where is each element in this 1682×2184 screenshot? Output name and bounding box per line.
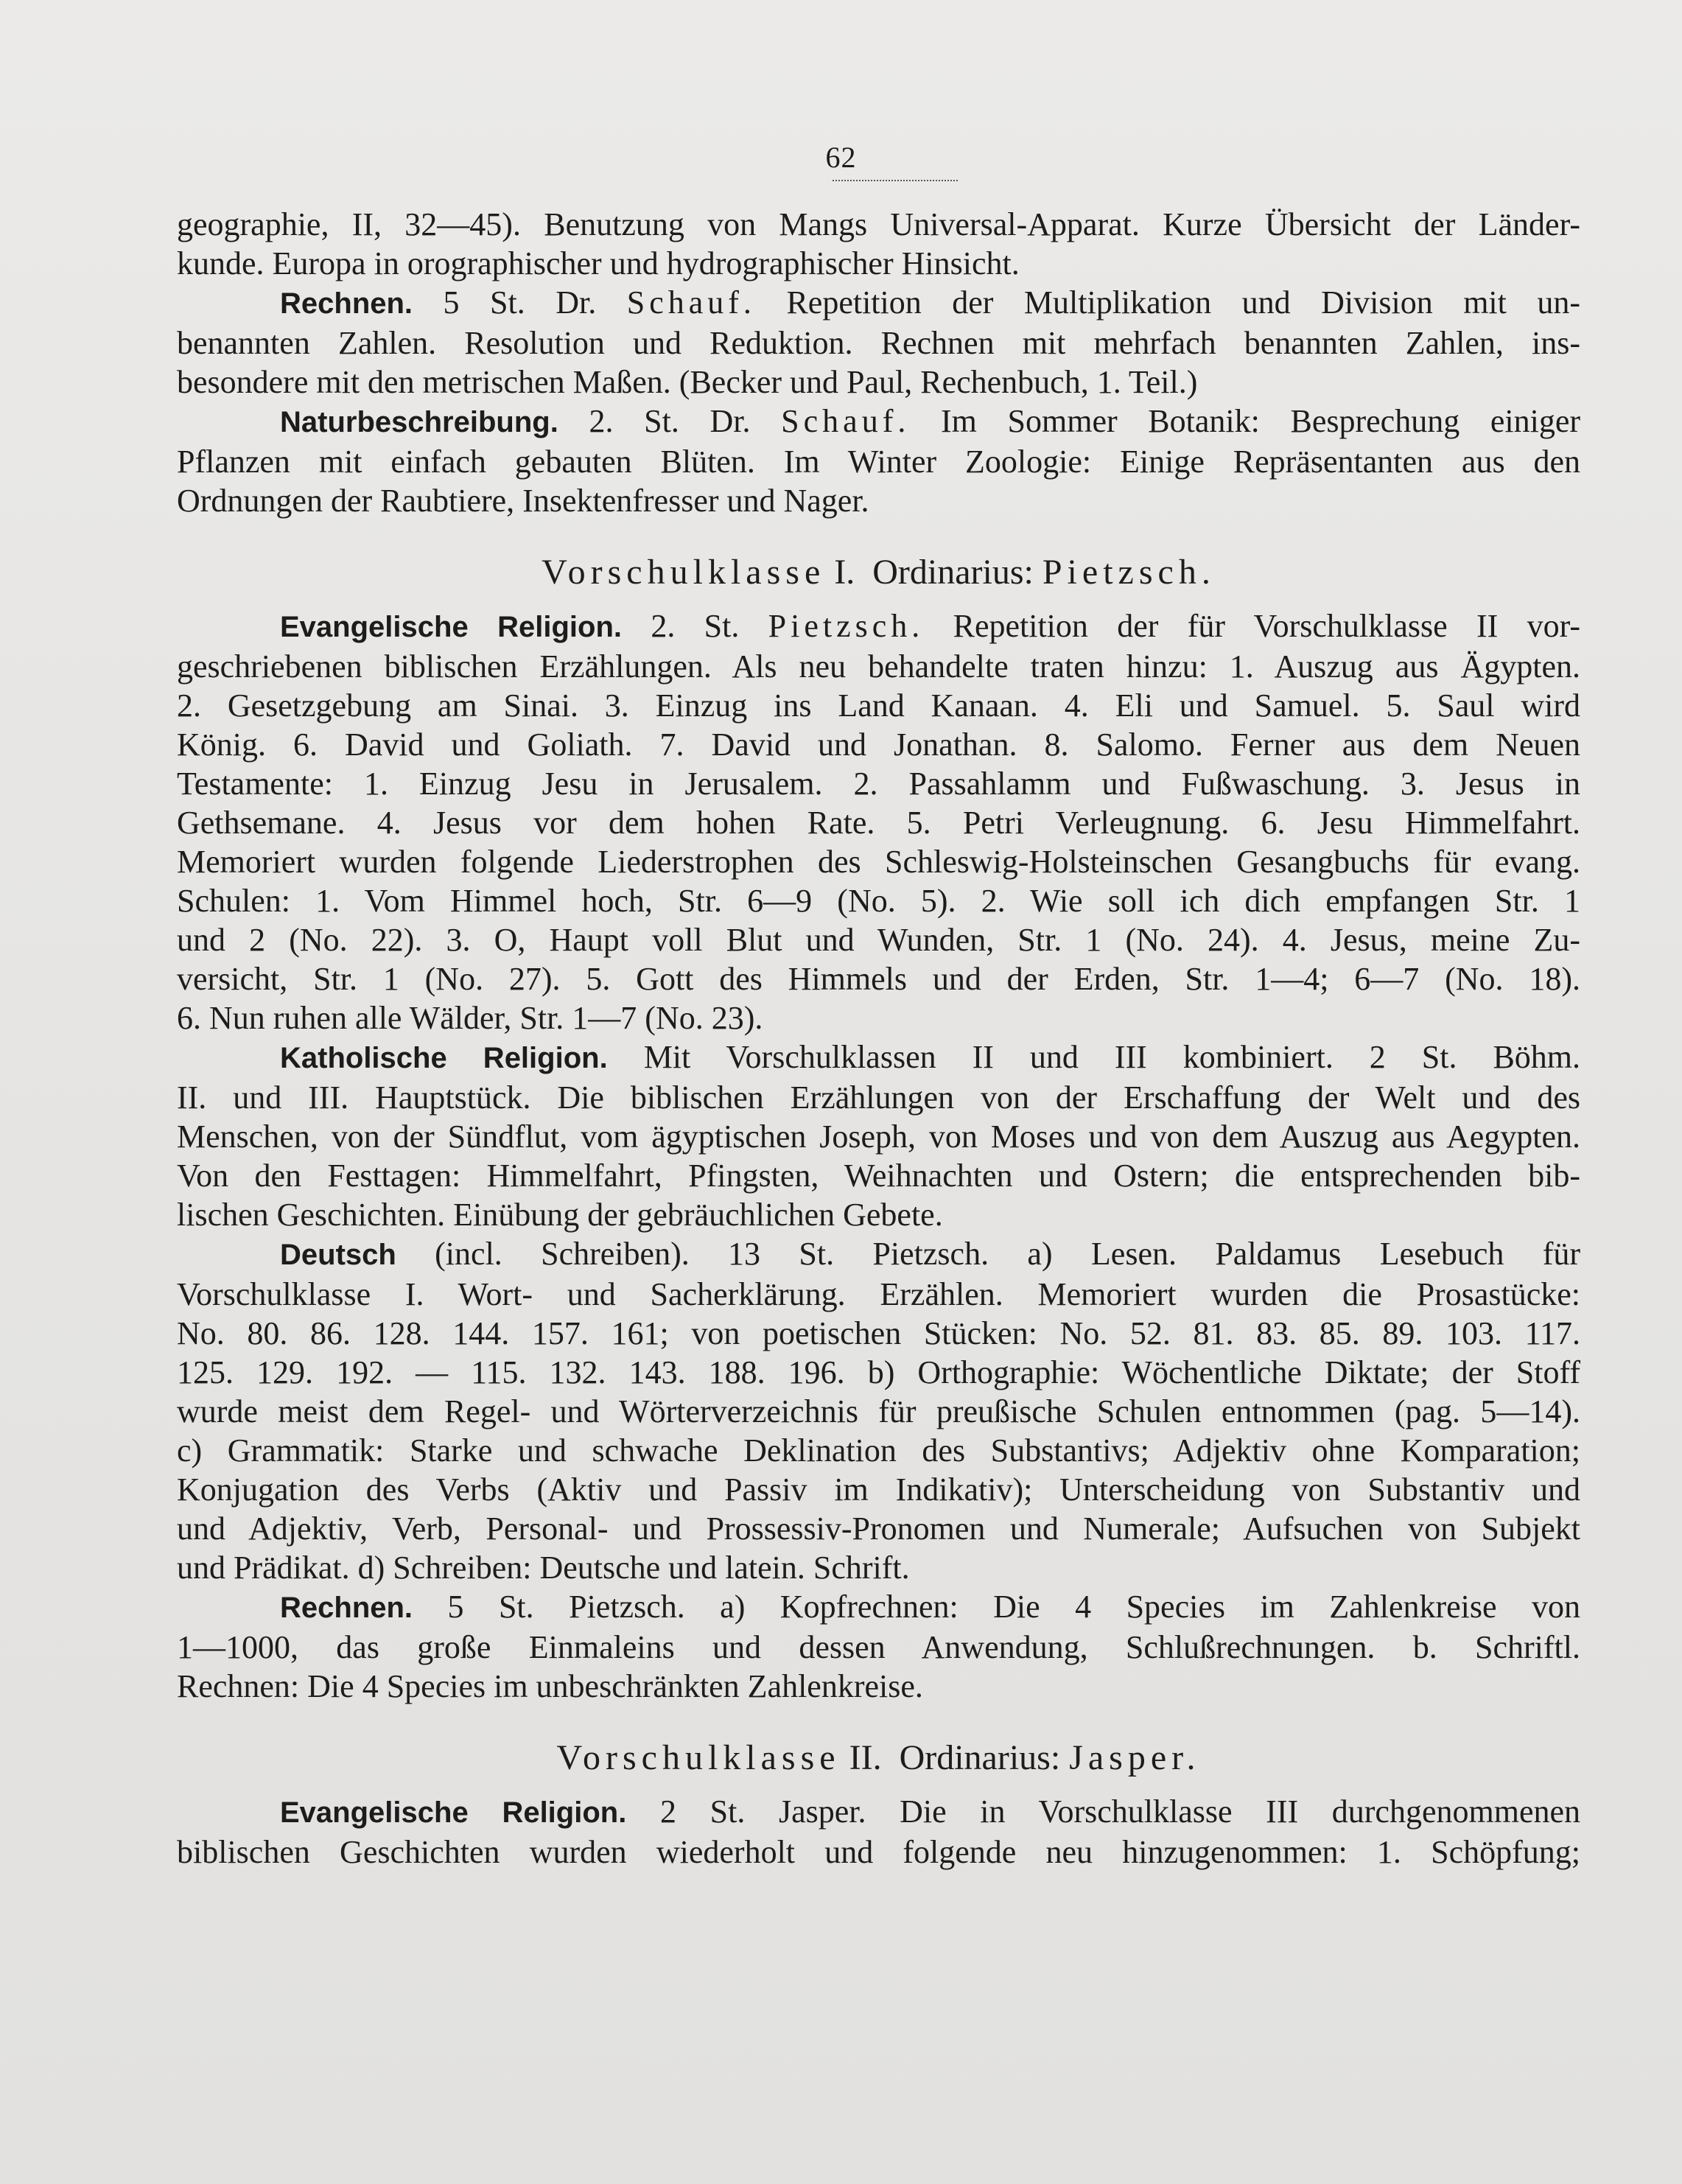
body-text (177, 205, 1580, 1872)
class-number: II. (849, 1738, 882, 1777)
text-line: Ordnungen der Raubtiere, Insektenfresser und Nager. (177, 483, 869, 519)
text-line: geschriebenen biblischen Erzählungen. Als neu behandelte traten hinzu: 1. Auszug aus Ägypten. (177, 648, 1580, 685)
text-line: Pflanzen mit einfach gebauten Blüten. Im Winter Zoologie: Einige Repräsentanten aus den (177, 444, 1580, 480)
subject-heading: Katholische Religion. (280, 1042, 608, 1074)
text-segment: 5 St. Pietzsch. a) Kopfrechnen: Die 4 Species im Zahlenkreise von (447, 1589, 1580, 1625)
text-line: No. 80. 86. 128. 144. 157. 161; von poetischen Stücken: No. 52. 81. 83. 85. 89. 103. 117. (177, 1315, 1580, 1351)
subject-heading: Deutsch (280, 1239, 396, 1271)
teacher-name: Schauf. (626, 284, 756, 321)
text-line: König. 6. David und Goliath. 7. David und Jonathan. 8. Salomo. Ferner aus dem Neuen (177, 727, 1580, 763)
text-line: kunde. Europa in orographischer und hydrographischer Hinsicht. (177, 245, 1020, 281)
paragraph-katholische-religion (177, 1037, 1580, 1234)
paragraph-geography (177, 205, 1580, 283)
text-line: 2. Gesetzgebung am Sinai. 3. Einzug ins Land Kanaan. 4. Eli und Samuel. 5. Saul wird (177, 687, 1580, 724)
text-line: Von den Festtagen: Himmelfahrt, Pfingsten, Weihnachten und Ostern; die entsprechenden bib- (177, 1158, 1580, 1194)
text-line: Testamente: 1. Einzug Jesu in Jerusalem. 2. Passahlamm und Fußwaschung. 3. Jesus in (177, 766, 1580, 802)
teacher-title: Dr. (709, 403, 751, 439)
text-line: und Adjektiv, Verb, Personal- und Prossessiv-Pronomen und Numerale; Aufsuchen von Subjekt (177, 1511, 1580, 1547)
text-line: Schulen: 1. Vom Himmel hoch, Str. 6—9 (No. 5). 2. Wie soll ich dich empfangen Str. 1 (177, 883, 1580, 919)
text-line: 125. 129. 192. — 115. 132. 143. 188. 196. b) Orthographie: Wöchentliche Diktate; der Stoff (177, 1354, 1580, 1390)
teacher-name: Pietzsch. (768, 608, 925, 644)
text-line: Konjugation des Verbs (Aktiv und Passiv im Indikativ); Unterscheidung von Substantiv und (177, 1471, 1580, 1508)
text-line: geographie, II, 32—45). Benutzung von Mangs Universal-Apparat. Kurze Übersicht der Länder- (177, 206, 1580, 242)
text-line: Memoriert wurden folgende Liederstrophen des Schleswig-Holsteinschen Gesangbuchs für evang. (177, 844, 1580, 880)
subject-heading: Evangelische Religion. (280, 1796, 627, 1829)
text-line (177, 1792, 1580, 1833)
text-line: wurde meist dem Regel- und Wörterverzeichnis für preußische Schulen entnommen (pag. 5—14). (177, 1393, 1580, 1429)
text-segment: Repetition der für Vorschulklasse II vor- (953, 608, 1581, 644)
text-line: Vorschulklasse I. Wort- und Sacherklärung. Erzählen. Memoriert wurden die Prosastücke: (177, 1276, 1580, 1312)
teacher-title: Dr. (556, 284, 597, 321)
paragraph-naturbeschreibung (177, 402, 1580, 520)
ordinarius-name: Jasper. (1069, 1738, 1201, 1777)
section-heading-vorschulklasse-2 (177, 1738, 1580, 1777)
text-line (177, 283, 1580, 323)
text-line (177, 402, 1580, 442)
subject-heading: Evangelische Religion. (280, 611, 622, 643)
text-segment: Repetition der Multiplikation und Division mit un- (786, 284, 1581, 321)
text-line (177, 606, 1580, 647)
page-number: 62 (825, 141, 857, 174)
text-line: und 2 (No. 22). 3. O, Haupt voll Blut und Wunden, Str. 1 (No. 24). 4. Jesus, meine Zu- (177, 922, 1580, 958)
text-line (177, 1037, 1580, 1078)
paragraph-evangelische-religion-2 (177, 1792, 1580, 1872)
hours: 2. St. (589, 403, 679, 439)
paragraph-deutsch (177, 1234, 1580, 1587)
paragraph-rechnen (177, 283, 1580, 402)
text-line: II. und III. Hauptstück. Die biblischen Erzählungen von der Erschaffung der Welt und des (177, 1079, 1580, 1116)
ordinarius-label: Ordinarius: (872, 553, 1034, 592)
ordinarius-label: Ordinarius: (899, 1738, 1061, 1777)
subject-heading: Naturbeschreibung. (280, 406, 558, 438)
hours: 2. St. (651, 608, 740, 644)
text-line: besondere mit den metrischen Maßen. (Becker und Paul, Rechenbuch, 1. Teil.) (177, 364, 1198, 400)
section-heading-vorschulklasse-1 (177, 553, 1580, 592)
text-line: 1—1000, das große Einmaleins und dessen Anwendung, Schlußrechnungen. b. Schriftl. (177, 1629, 1580, 1665)
teacher-name: Schauf. (781, 403, 911, 439)
paragraph-rechnen-vorschulklasse (177, 1587, 1580, 1706)
class-name: Vorschulklasse (542, 553, 826, 592)
ordinarius-name: Pietzsch. (1042, 553, 1216, 592)
text-segment: Mit Vorschulklassen II und III kombiniert. 2 St. Böhm. (643, 1039, 1581, 1075)
paragraph-evangelische-religion (177, 606, 1580, 1037)
text-line: biblischen Geschichten wurden wiederholt und folgende neu hinzugenommen: 1. Schöpfung; (177, 1834, 1580, 1870)
class-number: I. (834, 553, 855, 592)
text-line: Menschen, von der Sündflut, vom ägyptischen Joseph, von Moses und von dem Auszug aus Aegypten. (177, 1119, 1580, 1155)
text-line: versicht, Str. 1 (No. 27). 5. Gott des Himmels und der Erden, Str. 1—4; 6—7 (No. 18). (177, 961, 1580, 997)
text-line: benannten Zahlen. Resolution und Reduktion. Rechnen mit mehrfach benannten Zahlen, ins- (177, 325, 1580, 361)
text-segment: Im Sommer Botanik: Besprechung einiger (941, 403, 1581, 439)
text-line: c) Grammatik: Starke und schwache Deklination des Substantivs; Adjektiv ohne Komparation; (177, 1432, 1580, 1469)
subject-heading: Rechnen. (280, 287, 413, 320)
text-line: Rechnen: Die 4 Species im unbeschränkten Zahlenkreise. (177, 1668, 923, 1704)
text-line (177, 1587, 1580, 1628)
text-line (177, 1234, 1580, 1275)
subject-heading: Rechnen. (280, 1592, 413, 1624)
text-line: 6. Nun ruhen alle Wälder, Str. 1—7 (No. 23). (177, 1000, 763, 1036)
text-line: Gethsemane. 4. Jesus vor dem hohen Rate. 5. Petri Verleugnung. 6. Jesu Himmelfahrt. (177, 805, 1580, 841)
class-name: Vorschulklasse (556, 1738, 841, 1777)
page-number-rule (833, 180, 958, 181)
text-line: lischen Geschichten. Einübung der gebräuchlichen Gebete. (177, 1197, 943, 1233)
text-line: und Prädikat. d) Schreiben: Deutsche und latein. Schrift. (177, 1550, 910, 1586)
text-segment: (incl. Schreiben). 13 St. Pietzsch. a) Lesen. Paldamus Lesebuch für (435, 1236, 1581, 1272)
hours: 5 St. (443, 284, 525, 321)
text-segment: 2 St. Jasper. Die in Vorschulklasse III durchgenommenen (659, 1793, 1581, 1830)
